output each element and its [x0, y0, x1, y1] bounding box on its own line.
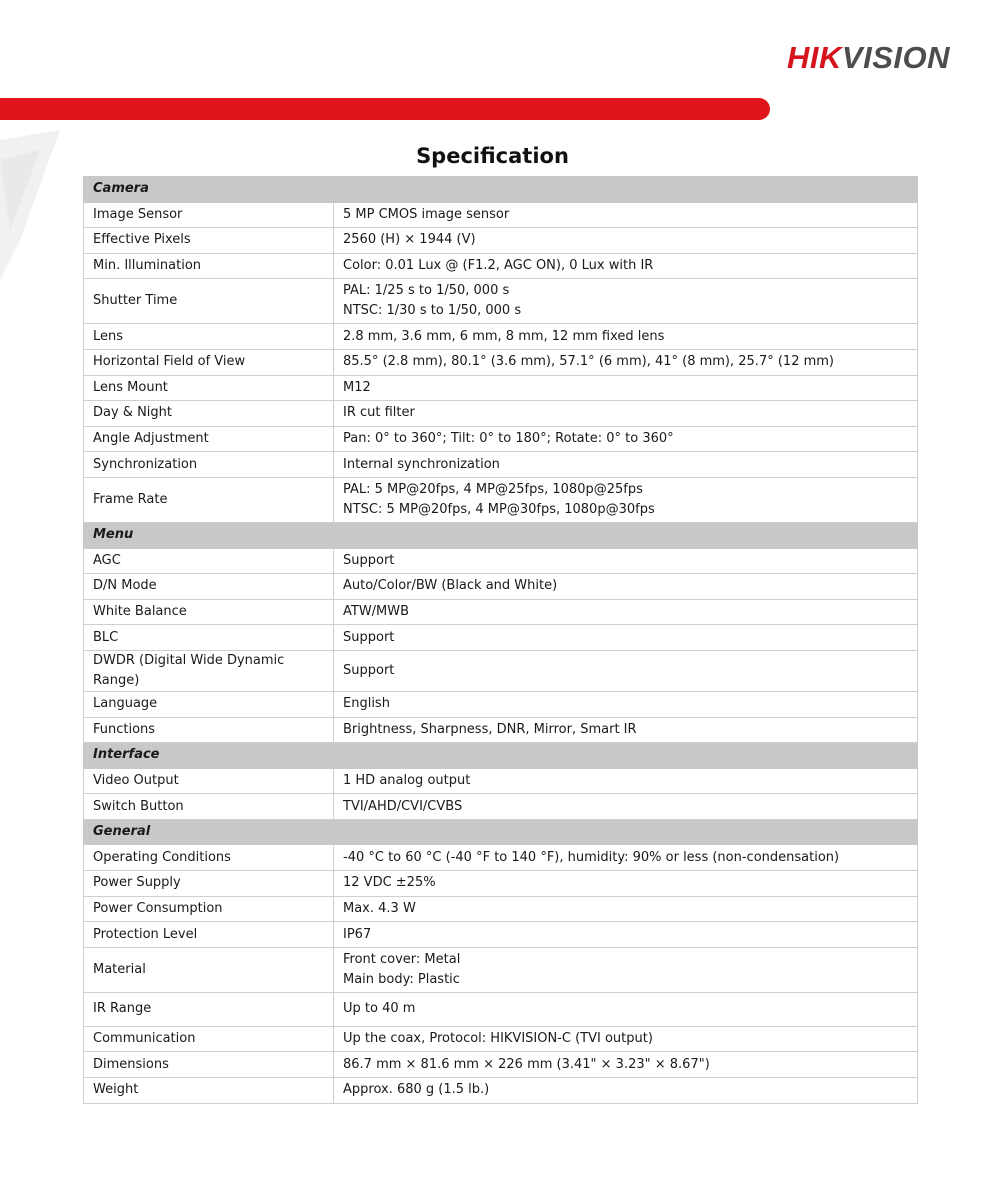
spec-label: Material: [84, 947, 334, 992]
spec-row: [84, 947, 918, 992]
spec-label: Frame Rate: [84, 477, 334, 522]
spec-value: [334, 922, 918, 948]
spec-value: [334, 717, 918, 743]
spec-row: [84, 477, 918, 522]
spec-row: [84, 349, 918, 375]
section-title: Menu: [84, 522, 918, 548]
spec-value-line: Pan: 0° to 360°; Tilt: 0° to 180°; Rotate: 0° to 360°: [343, 431, 674, 447]
spec-value-line: ATW/MWB: [343, 604, 410, 620]
spec-label: Dimensions: [84, 1052, 334, 1078]
logo-vision-text: VISION: [841, 40, 950, 75]
spec-row: [84, 279, 918, 324]
spec-value-line: 12 VDC ±25%: [343, 875, 436, 891]
spec-row: [84, 599, 918, 625]
spec-value-line: Support: [343, 629, 395, 645]
spec-value-line: PAL: 5 MP@20fps, 4 MP@25fps, 1080p@25fps: [343, 481, 643, 497]
spec-value-line: Support: [343, 552, 395, 568]
spec-label: Angle Adjustment: [84, 426, 334, 452]
spec-row: [84, 794, 918, 820]
spec-row: [84, 650, 918, 691]
spec-value-line: NTSC: 5 MP@20fps, 4 MP@30fps, 1080p@30fps: [343, 501, 655, 517]
section-title: General: [84, 819, 918, 845]
spec-value-line: Auto/Color/BW (Black and White): [343, 578, 558, 594]
spec-value-line: 5 MP CMOS image sensor: [343, 206, 510, 222]
spec-value-line: Color: 0.01 Lux @ (F1.2, AGC ON), 0 Lux with IR: [343, 258, 654, 274]
spec-label: Functions: [84, 717, 334, 743]
spec-label: White Balance: [84, 599, 334, 625]
spec-row: [84, 768, 918, 794]
section-title: Camera: [84, 177, 918, 203]
spec-row: [84, 871, 918, 897]
page-title: Specification: [416, 144, 569, 168]
section-header-row: [84, 177, 918, 203]
spec-row: [84, 717, 918, 743]
spec-row: [84, 1026, 918, 1052]
spec-row: [84, 896, 918, 922]
spec-value-line: English: [343, 696, 390, 712]
spec-label: DWDR (Digital Wide Dynamic Range): [84, 650, 334, 691]
spec-value-line: 2.8 mm, 3.6 mm, 6 mm, 8 mm, 12 mm fixed lens: [343, 328, 665, 344]
section-header-row: [84, 522, 918, 548]
spec-label: Day & Night: [84, 401, 334, 427]
spec-value: [334, 477, 918, 522]
spec-label: Lens: [84, 324, 334, 350]
spec-label: Power Consumption: [84, 896, 334, 922]
spec-value-line: TVI/AHD/CVI/CVBS: [343, 798, 463, 814]
spec-label: Language: [84, 691, 334, 717]
spec-value-line: Up to 40 m: [343, 1001, 416, 1017]
section-title: Interface: [84, 743, 918, 769]
header-accent-bar: [0, 98, 770, 120]
spec-label: Min. Illumination: [84, 253, 334, 279]
spec-value-line: 86.7 mm × 81.6 mm × 226 mm (3.41" × 3.23" × 8.67"): [343, 1056, 710, 1072]
spec-value: [334, 1026, 918, 1052]
spec-row: [84, 375, 918, 401]
spec-value: [334, 279, 918, 324]
spec-value: [334, 452, 918, 478]
spec-label: BLC: [84, 625, 334, 651]
spec-value: [334, 228, 918, 254]
spec-row: [84, 922, 918, 948]
spec-value-line: IR cut filter: [343, 405, 415, 421]
spec-label: Effective Pixels: [84, 228, 334, 254]
spec-value: [334, 794, 918, 820]
spec-value-line: 2560 (H) × 1944 (V): [343, 232, 476, 248]
spec-value: [334, 625, 918, 651]
spec-value: [334, 947, 918, 992]
spec-value-line: M12: [343, 379, 371, 395]
spec-row: [84, 1052, 918, 1078]
spec-row: [84, 625, 918, 651]
spec-row: [84, 1078, 918, 1104]
logo-hik-text: HIK: [787, 40, 842, 75]
spec-value-line: Main body: Plastic: [343, 971, 460, 987]
spec-row: [84, 426, 918, 452]
spec-value: [334, 871, 918, 897]
spec-row: [84, 324, 918, 350]
spec-value: [334, 253, 918, 279]
spec-value: [334, 691, 918, 717]
spec-label: Protection Level: [84, 922, 334, 948]
spec-value-line: Approx. 680 g (1.5 lb.): [343, 1082, 490, 1098]
spec-label: Operating Conditions: [84, 845, 334, 871]
spec-value-line: Front cover: Metal: [343, 951, 461, 967]
spec-value: [334, 992, 918, 1026]
spec-row: [84, 574, 918, 600]
section-header-row: [84, 819, 918, 845]
spec-value-line: PAL: 1/25 s to 1/50, 000 s: [343, 283, 510, 299]
section-header-row: [84, 743, 918, 769]
spec-row: [84, 253, 918, 279]
spec-row: [84, 228, 918, 254]
spec-value: [334, 574, 918, 600]
spec-value-line: -40 °C to 60 °C (-40 °F to 140 °F), humidity: 90% or less (non-condensation): [343, 849, 840, 865]
spec-value: [334, 599, 918, 625]
spec-label: Communication: [84, 1026, 334, 1052]
spec-row: [84, 401, 918, 427]
spec-row: [84, 691, 918, 717]
spec-label: D/N Mode: [84, 574, 334, 600]
spec-value-line: 1 HD analog output: [343, 772, 471, 788]
spec-value-line: 85.5° (2.8 mm), 80.1° (3.6 mm), 57.1° (6 mm), 41° (8 mm), 25.7° (12 mm): [343, 354, 834, 370]
spec-value-line: IP67: [343, 926, 372, 942]
brand-logo: [787, 42, 950, 73]
specification-table: [83, 176, 918, 1104]
spec-row: [84, 202, 918, 228]
spec-value: [334, 426, 918, 452]
spec-value-line: Brightness, Sharpness, DNR, Mirror, Smart IR: [343, 721, 637, 737]
spec-row: [84, 845, 918, 871]
spec-value-line: Internal synchronization: [343, 456, 500, 472]
spec-label: AGC: [84, 548, 334, 574]
spec-value: [334, 845, 918, 871]
spec-value: [334, 650, 918, 691]
spec-value: [334, 349, 918, 375]
spec-label: Video Output: [84, 768, 334, 794]
spec-value: [334, 1078, 918, 1104]
spec-value: [334, 896, 918, 922]
spec-label: Image Sensor: [84, 202, 334, 228]
spec-label: IR Range: [84, 992, 334, 1026]
spec-label: Weight: [84, 1078, 334, 1104]
spec-label: Switch Button: [84, 794, 334, 820]
spec-value: [334, 768, 918, 794]
spec-value-line: Up the coax, Protocol: HIKVISION-C (TVI output): [343, 1031, 653, 1047]
spec-value: [334, 548, 918, 574]
spec-value-line: NTSC: 1/30 s to 1/50, 000 s: [343, 303, 522, 319]
spec-label: Horizontal Field of View: [84, 349, 334, 375]
spec-value: [334, 375, 918, 401]
spec-row: [84, 992, 918, 1026]
spec-value-line: Max. 4.3 W: [343, 900, 416, 916]
spec-label: Power Supply: [84, 871, 334, 897]
spec-label: Lens Mount: [84, 375, 334, 401]
spec-row: [84, 452, 918, 478]
spec-value: [334, 1052, 918, 1078]
spec-label: Shutter Time: [84, 279, 334, 324]
spec-label: Synchronization: [84, 452, 334, 478]
spec-row: [84, 548, 918, 574]
spec-value: [334, 324, 918, 350]
spec-value: [334, 401, 918, 427]
spec-value: [334, 202, 918, 228]
spec-value-line: Support: [343, 662, 395, 678]
